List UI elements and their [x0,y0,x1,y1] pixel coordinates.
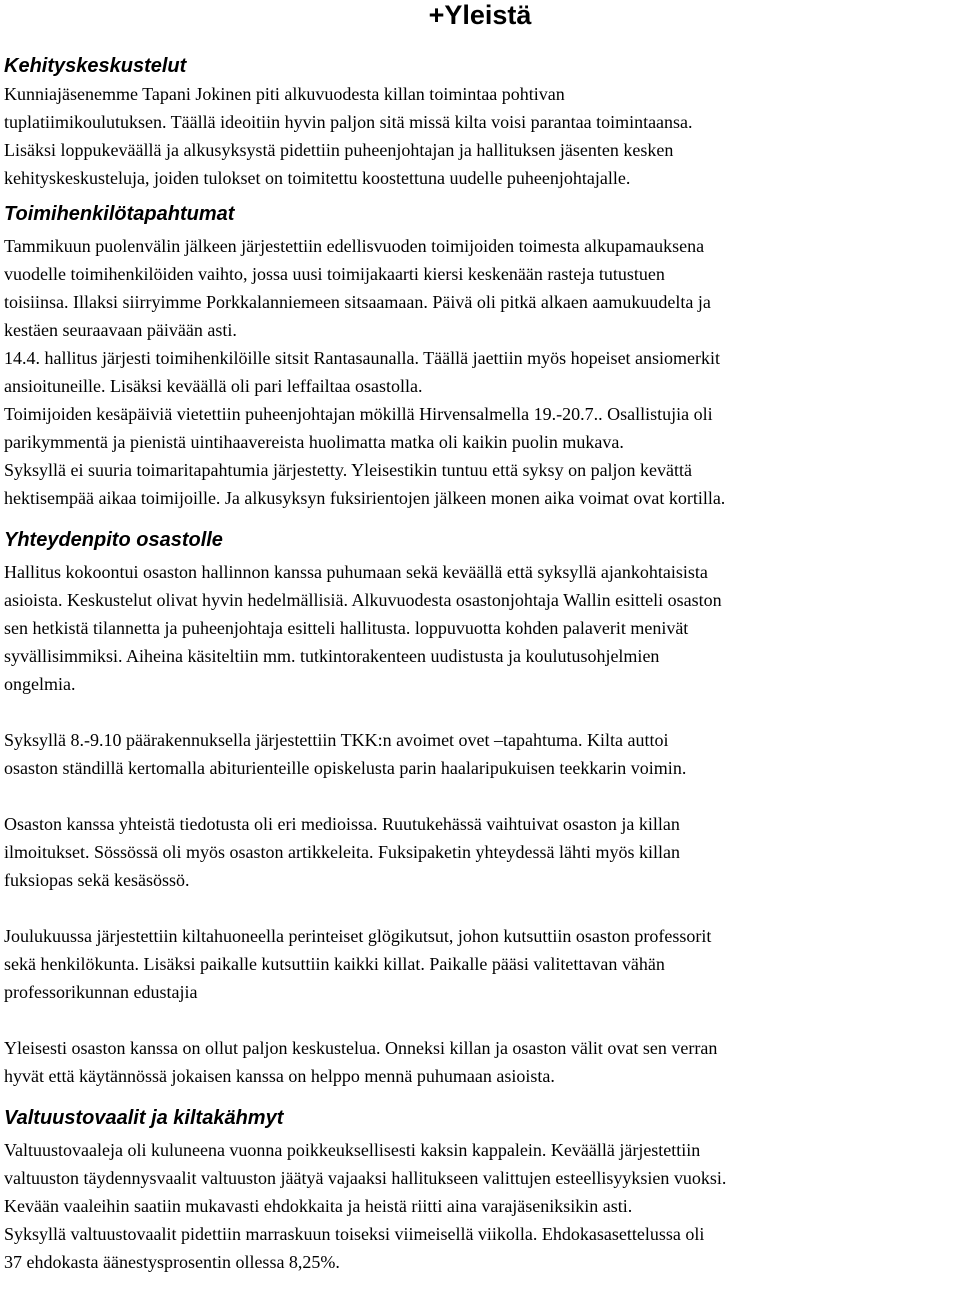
text-line: Valtuustovaaleja oli kuluneena vuonna poikkeuksellisesti kaksin kappalein. Keväällä järjestettiin [4,1140,701,1160]
text-line: parikymmentä ja pienistä uintihaavereista huolimatta matka oli kaikin puolin mukava. [4,432,624,452]
paragraph-yhteydenpito-5 [4,1034,960,1090]
section-heading-valtuustovaalit: Valtuustovaalit ja kiltakähmyt [4,1107,284,1129]
text-line: Syksyllä 8.-9.10 päärakennuksella järjestettiin TKK:n avoimet ovet –tapahtuma. Kilta auttoi [4,730,669,750]
text-line: syvällisimmiksi. Aiheina käsiteltiin mm. tutkintorakenteen uudistusta ja koulutusohjelmien [4,646,660,666]
text-line: Tammikuun puolenvälin jälkeen järjestettiin edellisvuoden toimijoiden toimesta alkupamauksena [4,236,705,256]
text-line: Joulukuussa järjestettiin kiltahuoneella perinteiset glögikutsut, johon kutsuttiin osaston professorit [4,926,712,946]
text-line: vuodelle toimihenkilöiden vaihto, jossa uusi toimijakaarti kiersi keskenään rasteja tutustuen [4,264,665,284]
paragraph-valtuustovaalit [4,1136,960,1276]
paragraph-yhteydenpito-2 [4,726,960,782]
text-line: ongelmia. [4,674,76,694]
page-title: +Yleistä [428,0,532,30]
text-line: Kunniajäsenemme Tapani Jokinen piti alkuvuodesta killan toimintaa pohtivan [4,84,565,104]
text-line: Yleisesti osaston kanssa on ollut paljon keskustelua. Onneksi killan ja osaston välit ovat sen verran [4,1038,718,1058]
text-line: 14.4. hallitus järjesti toimihenkilöille sitsit Rantasaunalla. Täällä jaettiin myös hopeiset ansiomerkit [4,348,721,368]
paragraph-yhteydenpito-4 [4,922,960,1006]
section-heading-yhteydenpito: Yhteydenpito osastolle [4,529,223,551]
text-line: kehityskeskusteluja, joiden tulokset on toimitettu koostettuna uudelle puheenjohtajalle. [4,168,631,188]
paragraph-kehityskeskustelut [4,80,960,192]
text-line: sen hetkistä tilannetta ja puheenjohtaja esitteli hallitusta. loppuvuotta kohden palaverit menivät [4,618,689,638]
text-line: Lisäksi loppukeväällä ja alkusyksystä pidettiin puheenjohtajan ja hallituksen jäsenten kesken [4,140,674,160]
text-line: fuksiopas sekä kesäsössö. [4,870,190,890]
paragraph-toimihenkilotapahtumat [4,232,960,512]
text-line: professorikunnan edustajia [4,982,198,1002]
text-line: ansioituneille. Lisäksi keväällä oli pari leffailtaa osastolla. [4,376,423,396]
text-line: sekä henkilökunta. Lisäksi paikalle kutsuttiin kaikki killat. Paikalle pääsi valitettavan vähän [4,954,665,974]
text-line: asioista. Keskustelut olivat hyvin hedelmällisiä. Alkuvuodesta osastonjohtaja Wallin esitteli osaston [4,590,722,610]
paragraph-yhteydenpito-3 [4,810,960,894]
text-line: kestäen seuraavaan päivään asti. [4,320,237,340]
text-line: ilmoitukset. Sössössä oli myös osaston artikkeleita. Fuksipaketin yhteydessä lähti myös killan [4,842,680,862]
text-line: Syksyllä valtuustovaalit pidettiin marraskuun toiseksi viimeisellä viikolla. Ehdokasasettelussa oli [4,1224,705,1244]
text-line: 37 ehdokasta äänestysprosentin ollessa 8,25%. [4,1252,340,1272]
document-body [4,52,960,1276]
text-line: hyvät että käytännössä jokaisen kanssa on helppo mennä puhumaan asioista. [4,1066,555,1086]
text-line: Syksyllä ei suuria toimaritapahtumia järjestetty. Yleisestikin tuntuu että syksy on paljon kevättä [4,460,693,480]
text-line: osaston ständillä kertomalla abiturienteille opiskelusta parin haalaripukuisen teekkarin voimin. [4,758,687,778]
section-heading-toimihenkilotapahtumat: Toimihenkilötapahtumat [4,203,235,225]
text-line: tuplatiimikoulutuksen. Täällä ideoitiin hyvin paljon sitä missä kilta voisi parantaa toimintaansa. [4,112,693,132]
text-line: Toimijoiden kesäpäiviä vietettiin puheenjohtajan mökillä Hirvensalmella 19.-20.7.. Osallistujia oli [4,404,713,424]
paragraph-yhteydenpito-1 [4,558,960,698]
text-line: Kevään vaaleihin saatiin mukavasti ehdokkaita ja heistä riitti aina varajäseniksikin asti. [4,1196,633,1216]
text-line: Osaston kanssa yhteistä tiedotusta oli eri medioissa. Ruutukehässä vaihtuivat osaston ja killan [4,814,680,834]
text-line: valtuuston täydennysvaalit valtuuston jäätyä vajaaksi hallitukseen valittujen esteellisyyksien vuoksi. [4,1168,727,1188]
section-heading-kehityskeskustelut: Kehityskeskustelut [4,55,187,77]
text-line: Hallitus kokoontui osaston hallinnon kanssa puhumaan sekä keväällä että syksyllä ajankohtaisista [4,562,708,582]
text-line: hektisempää aikaa toimijoille. Ja alkusyksyn fuksirientojen jälkeen monen aika voimat ovat kortilla. [4,488,726,508]
text-line: toisiinsa. Illaksi siirryimme Porkkalanniemeen sitsaamaan. Päivä oli pitkä alkaen aamukuudelta ja [4,292,711,312]
